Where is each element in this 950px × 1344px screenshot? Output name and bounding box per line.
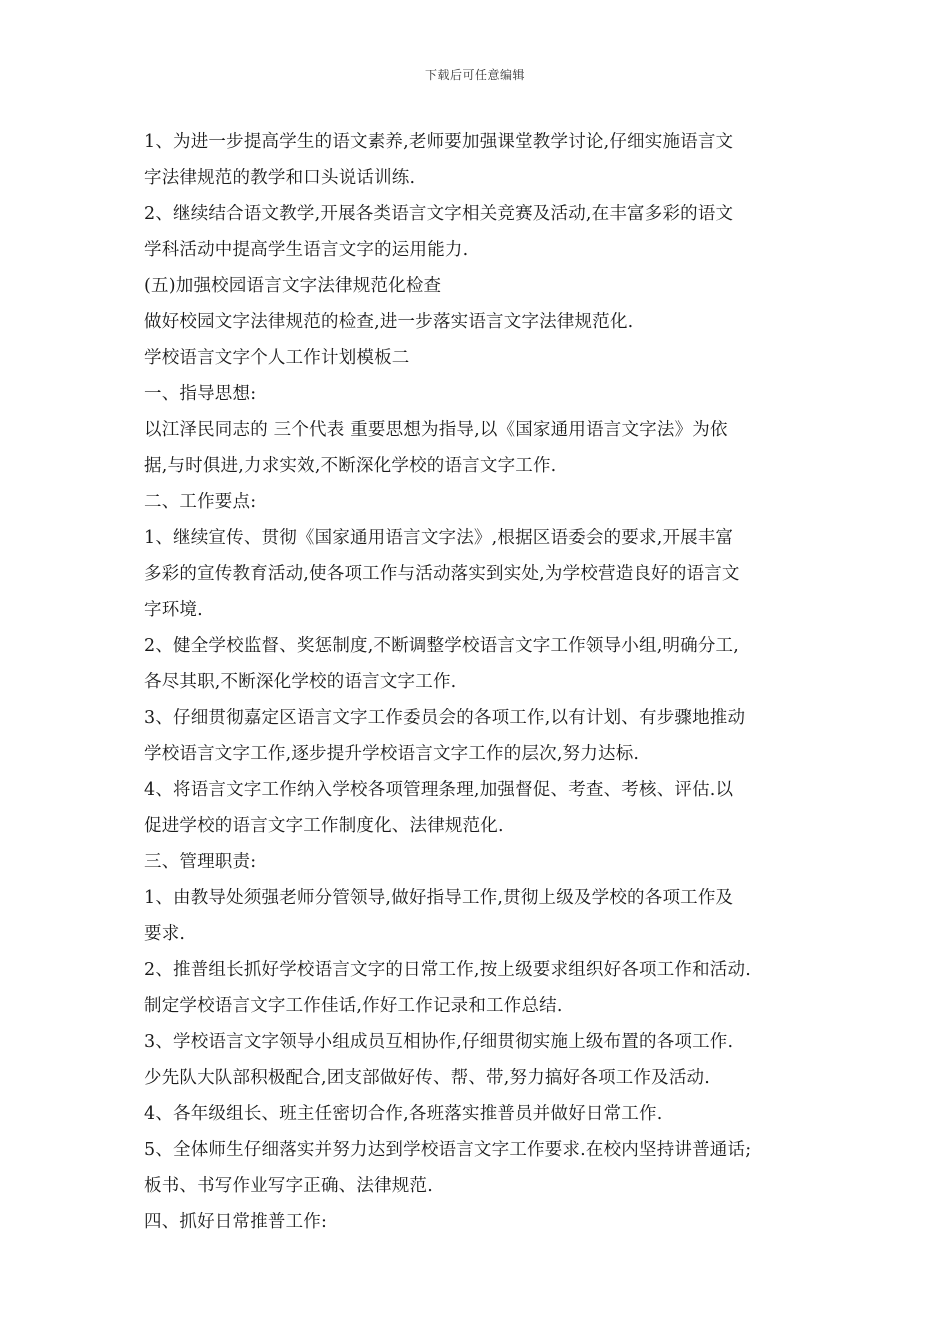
text-line: 3、学校语言文字领导小组成员互相协作,仔细贯彻实施上级布置的各项工作. [144,1032,734,1052]
text-line: 2、健全学校监督、奖惩制度,不断调整学校语言文字工作领导小组,明确分工, [144,636,740,656]
text-line: 据,与时俱进,力求实效,不断深化学校的语言文字工作. [144,456,557,476]
text-line: 制定学校语言文字工作佳话,作好工作记录和工作总结. [144,996,563,1016]
text-line: 4、各年级组长、班主任密切合作,各班落实推普员并做好日常工作. [144,1104,663,1124]
section-heading: (五)加强校园语言文字法律规范化检查 [144,276,442,296]
text-line: 1、为进一步提高学生的语文素养,老师要加强课堂教学讨论,仔细实施语言文 [144,132,734,152]
document-body [144,124,816,1240]
section-heading: 一、指导思想: [144,384,257,404]
text-line: 做好校园文字法律规范的检查,进一步落实语言文字法律规范化. [144,312,634,332]
text-line: 1、继续宣传、贯彻《国家通用语言文字法》,根据区语委会的要求,开展丰富 [144,528,734,548]
text-line: 2、继续结合语文教学,开展各类语言文字相关竞赛及活动,在丰富多彩的语文 [144,204,734,224]
text-line: 少先队大队部积极配合,团支部做好传、帮、带,努力搞好各项工作及活动. [144,1068,710,1088]
text-line: 学科活动中提高学生语言文字的运用能力. [144,240,469,260]
text-line: 学校语言文字工作,逐步提升学校语言文字工作的层次,努力达标. [144,744,640,764]
text-line: 要求. [144,924,186,944]
text-line: 字法律规范的教学和口头说话训练. [144,168,416,188]
text-line: 促进学校的语言文字工作制度化、法律规范化. [144,816,504,836]
text-line: 4、将语言文字工作纳入学校各项管理条理,加强督促、考查、考核、评估.以 [144,780,734,800]
text-line: 2、推普组长抓好学校语言文字的日常工作,按上级要求组织好各项工作和活动. [144,960,751,980]
text-line: 3、仔细贯彻嘉定区语言文字工作委员会的各项工作,以有计划、有步骤地推动 [144,708,746,728]
text-line: 板书、书写作业写字正确、法律规范. [144,1176,433,1196]
text-line: 多彩的宣传教育活动,使各项工作与活动落实到实处,为学校营造良好的语言文 [144,564,740,584]
section-heading: 四、抓好日常推普工作: [144,1212,328,1232]
document-title: 学校语言文字个人工作计划模板二 [144,348,410,368]
text-line: 5、全体师生仔细落实并努力达到学校语言文字工作要求.在校内坚持讲普通话; [144,1140,752,1160]
text-line: 各尽其职,不断深化学校的语言文字工作. [144,672,457,692]
text-line: 1、由教导处须强老师分管领导,做好指导工作,贯彻上级及学校的各项工作及 [144,888,734,908]
page-header: 下载后可任意编辑 [424,68,525,82]
text-line: 以江泽民同志的 三个代表 重要思想为指导,以《国家通用语言文字法》为依 [144,420,728,440]
section-heading: 三、管理职责: [144,852,257,872]
section-heading: 二、工作要点: [144,492,257,512]
text-line: 字环境. [144,600,203,620]
